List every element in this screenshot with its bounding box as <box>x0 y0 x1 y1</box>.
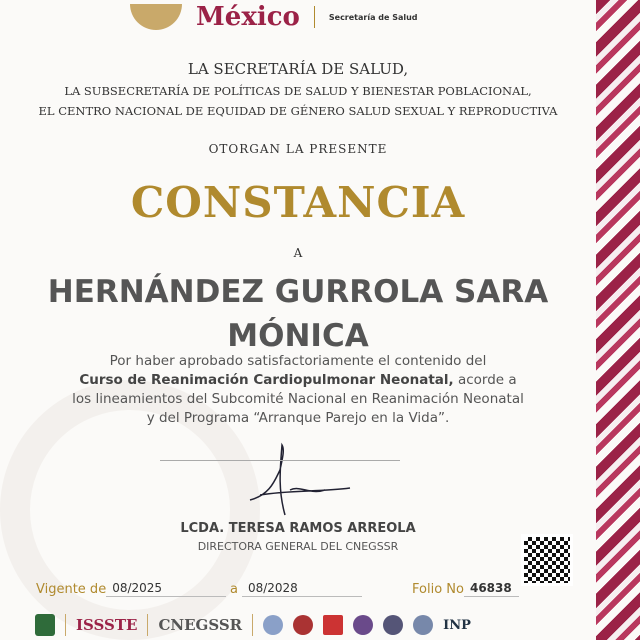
certificate-title: CONSTANCIA <box>130 178 466 227</box>
inp-logo-icon <box>323 615 343 635</box>
validity-to-value: 08/2028 <box>242 581 362 597</box>
signature-line <box>160 460 400 461</box>
validity-to <box>230 581 362 597</box>
brand-logo: México <box>196 2 300 32</box>
folio-label: Folio No <box>412 582 464 597</box>
inp-logo: INP <box>443 617 471 633</box>
qr-code[interactable] <box>521 534 573 586</box>
signature <box>230 440 370 520</box>
description-pre: Por haber aprobado satisfactoriamente el contenido del <box>109 353 487 369</box>
issuer-1: LA SECRETARÍA DE SALUD, <box>187 60 409 78</box>
national-seal-icon <box>130 4 182 30</box>
seal-logo-icon <box>263 615 283 635</box>
imss-logo-icon <box>35 614 55 636</box>
signatory-role: DIRECTORA GENERAL DEL CNEGSSR <box>197 540 399 553</box>
dependency-label: Secretaría de Salud <box>328 12 418 22</box>
cnegssr-logo: CNEGSSR <box>158 616 243 634</box>
divider <box>65 614 66 636</box>
society-logo-icon <box>383 615 403 635</box>
signatory-name: LCDA. TERESA RAMOS ARREOLA <box>180 521 416 536</box>
validity-from-label: Vigente de <box>36 582 107 597</box>
issste-logo: ISSSTE <box>76 616 138 634</box>
divider <box>147 614 148 636</box>
header <box>130 2 418 32</box>
description <box>0 352 596 428</box>
divider <box>252 614 253 636</box>
to-text: A <box>293 246 303 260</box>
partner-logos <box>35 614 471 636</box>
grant-text: OTORGAN LA PRESENTE <box>208 142 388 156</box>
divider <box>314 6 315 28</box>
issuer-3: EL CENTRO NACIONAL DE EQUIDAD DE GÉNERO SALUD SEXUAL Y REPRODUCTIVA <box>38 104 558 118</box>
folio-value: 46838 <box>464 581 519 597</box>
issuer-2: LA SUBSECRETARÍA DE POLÍTICAS DE SALUD Y BIENESTAR POBLACIONAL, <box>64 84 532 98</box>
college-logo-icon <box>413 615 433 635</box>
validity-to-label: a <box>230 582 238 597</box>
validity-from <box>36 581 226 597</box>
description-post: acorde a los lineamientos del Subcomité Nacional en Reanimación Neonatal y del Programa “Arranque Parejo en la Vida”. <box>72 372 524 426</box>
association-logo-icon <box>353 615 373 635</box>
recipient-name: HERNÁNDEZ GURROLA SARA MÓNICA <box>47 274 549 354</box>
validity-from-value: 08/2025 <box>106 581 226 597</box>
decorative-border <box>596 0 640 640</box>
crest-logo-icon <box>293 615 313 635</box>
folio <box>412 581 519 597</box>
course-name: Curso de Reanimación Cardiopulmonar Neonatal, <box>79 372 454 388</box>
